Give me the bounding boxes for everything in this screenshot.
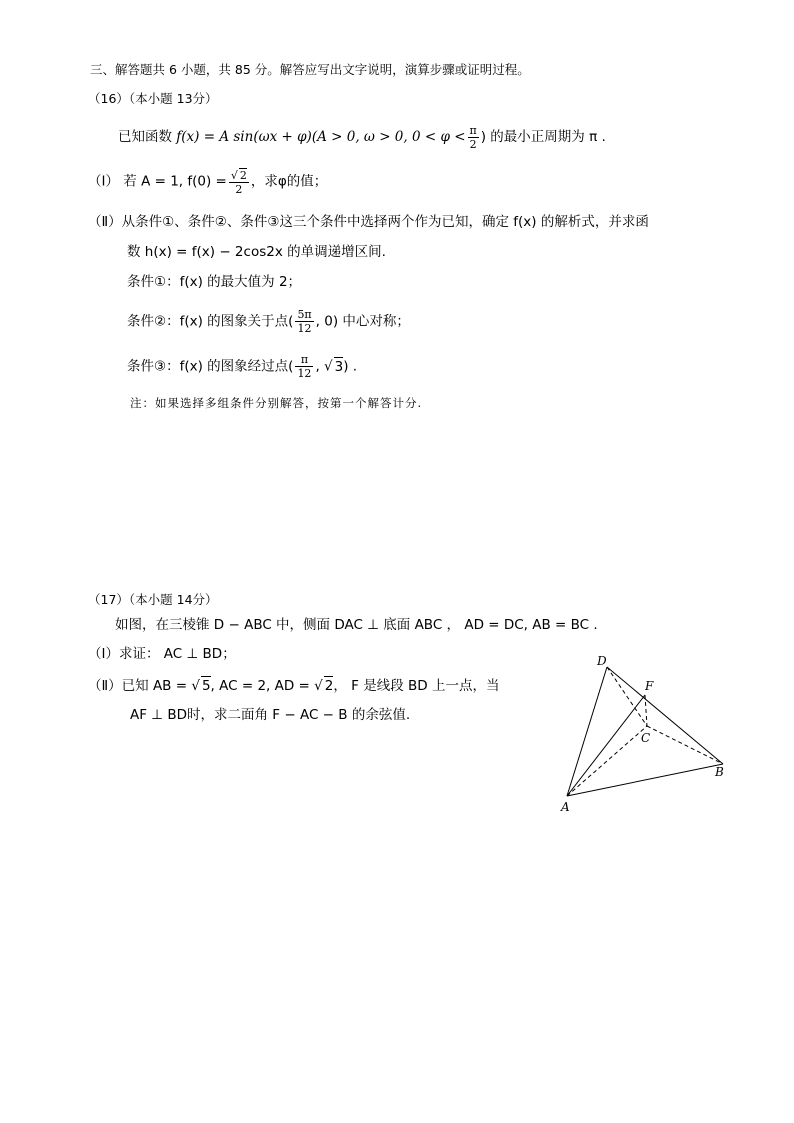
q16-part2-label: （Ⅱ） xyxy=(88,214,122,230)
edge-DB xyxy=(607,667,723,764)
q16-condition-3-text-c: ) . xyxy=(343,358,358,375)
label-B: B xyxy=(715,765,724,779)
label-D: D xyxy=(597,654,607,668)
section-header: 三、解答题共 6 小题，共 85 分。解答应写出文字说明，演算步骤或证明过程。 xyxy=(90,62,530,77)
edge-AB xyxy=(567,764,723,796)
q16-stem-function: f(x) = A sin(ωx + φ)(A > 0, ω > 0, 0 < φ < xyxy=(176,129,466,145)
fraction-numerator: π xyxy=(295,353,313,367)
q16-stem-fraction xyxy=(468,124,479,151)
q17-part2-line1: （Ⅱ）已知 AB = √ 5, AC = 2, AD = √ 2， F 是线段 BD 上一点，当 xyxy=(88,678,500,694)
q16-title: （16）（本小题 13分） xyxy=(88,91,218,106)
q16-condition-3: 条件③：f(x) 的图象经过点( $\frac{\pi}{12}$ , √ 3) . xyxy=(127,353,358,380)
q16-condition-2-fraction xyxy=(295,308,313,335)
sqrt-radicand: 2 xyxy=(324,678,334,694)
fraction-numerator: √ 2 xyxy=(230,169,247,182)
q17-title: （17）（本小题 14分） xyxy=(88,592,218,607)
edge-AF xyxy=(567,695,645,796)
sqrt-radicand: 5 xyxy=(201,678,211,694)
q17-part2-label: （Ⅱ） xyxy=(88,678,122,694)
fraction-numerator: π xyxy=(469,124,477,137)
q16-stem-prefix: 已知函数 xyxy=(118,129,172,145)
q16-part1-fraction xyxy=(229,168,249,196)
q17-part1 xyxy=(88,645,236,663)
q17-part1-text: 求证： AC ⊥ BD； xyxy=(118,646,236,662)
label-F: F xyxy=(645,679,654,693)
q17-part2-line2: AF ⊥ BD时，求二面角 F − AC − B 的余弦值. xyxy=(130,707,411,723)
fraction-denominator: 12 xyxy=(297,322,312,335)
label-C: C xyxy=(641,731,651,745)
q16-part1 xyxy=(88,168,327,196)
q17-part1-label: （Ⅰ） xyxy=(88,646,119,662)
fraction-denominator: 12 xyxy=(297,367,312,380)
label-A: A xyxy=(561,800,570,814)
q16-stem xyxy=(118,124,606,151)
q16-part2-text: 从条件①、条件②、条件③这三个条件中选择两个作为已知，确定 f(x) 的解析式，并求函 xyxy=(121,214,649,230)
q16-condition-3-text-a: 条件③：f(x) 的图象经过点( xyxy=(127,358,294,375)
q16-part1-text-b: ，求φ的值； xyxy=(250,173,328,190)
q16-part1-label: （Ⅰ） xyxy=(88,173,119,190)
q16-part1-text-a: 若 A = 1, f(0) = xyxy=(123,173,227,190)
q17-part2-text-c: ， F 是线段 BD 上一点，当 xyxy=(333,678,500,694)
q16-part2-line1 xyxy=(88,213,649,231)
q16-note: 注：如果选择多组条件分别解答，按第一个解答计分. xyxy=(130,396,423,410)
fraction-numerator: 5π xyxy=(297,308,312,321)
q17-part2-text-a: 已知 AB = xyxy=(121,678,188,694)
q16-stem-suffix: ) 的最小正周期为 π . xyxy=(480,129,606,145)
fraction-denominator: 2 xyxy=(235,183,243,196)
q17-stem: 如图，在三棱锥 D − ABC 中，侧面 DAC ⊥ 底面 ABC ， AD = DC, AB = BC . xyxy=(115,617,598,633)
edge-AC xyxy=(567,726,647,796)
q16-condition-1: 条件①：f(x) 的最大值为 2； xyxy=(127,274,302,290)
q17-part2-text-b: , AC = 2, AD = xyxy=(210,678,310,694)
tetrahedron-figure xyxy=(555,650,735,815)
q16-condition-2-text-b: , 0) 中心对称； xyxy=(315,313,410,330)
edge-DC xyxy=(607,667,647,726)
edge-DA xyxy=(567,667,607,796)
sqrt-radicand: 3 xyxy=(334,358,344,375)
q16-condition-2 xyxy=(127,308,410,335)
q16-part2-line2: 数 h(x) = f(x) − 2cos2x 的单调递增区间. xyxy=(127,244,386,260)
fraction-denominator: 2 xyxy=(469,138,477,151)
q16-condition-3-text-b: , xyxy=(315,358,320,375)
q16-condition-2-text-a: 条件②：f(x) 的图象关于点( xyxy=(127,313,294,330)
q16-condition-3-fraction xyxy=(295,353,313,380)
